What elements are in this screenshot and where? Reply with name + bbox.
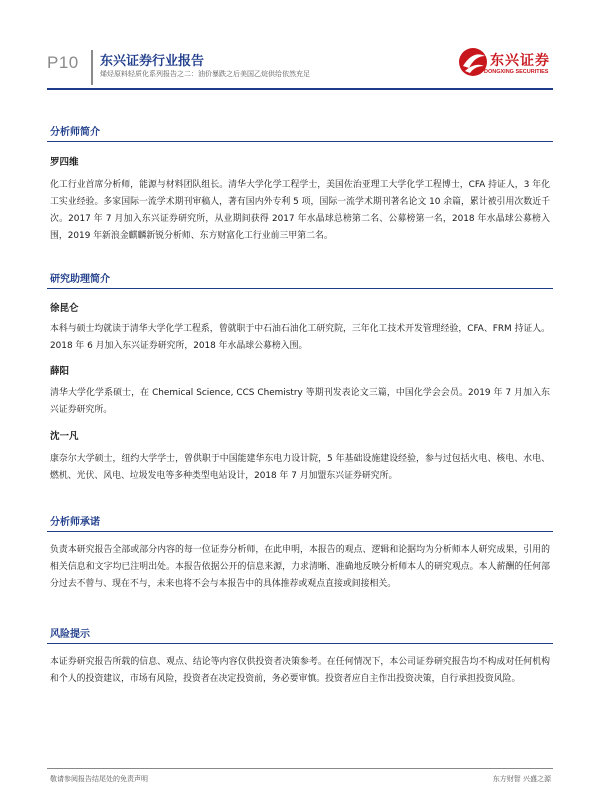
footer-rule xyxy=(47,768,553,769)
analyst-section xyxy=(47,124,553,245)
assistant-bio: 本科与硕士均就读于清华大学化学工程系，曾就职于中石油石油化工研究院，三年化工技术开发管理经验，CFA、FRM 持证人。2018 年 6 月加入东兴证券研究所，2018 年水晶球公募榜入围。 xyxy=(50,324,550,351)
assistant-bio: 清华大学化学系硕士，在 Chemical Science, CCS Chemistry 等期刊发表论文三篇，中国化学会会员。2019 年 7 月加入东兴证券研究所。 xyxy=(50,388,550,415)
footer-slogan: 东方财智 兴盛之源 xyxy=(492,775,551,783)
report-brand-title: 东兴证券行业报告 xyxy=(100,54,205,69)
footer-disclaimer-note: 敬请参阅报告结尾处的免责声明 xyxy=(50,775,148,783)
logo-name: 东兴证券 xyxy=(490,53,550,69)
risk-text: 本证券研究报告所载的信息、观点、结论等内容仅供投资者决策参考。在任何情况下，本公司证券研究报告均不构成对任何机构和个人的投资建议，市场有风险，投资者在决定投资前，务必要审慎。投资者应自主作出投资决策，自行承担投资风险。 xyxy=(50,657,550,684)
logo-english-name: DONGXING SECURITIES xyxy=(484,69,549,75)
header-divider xyxy=(91,50,93,85)
analyst-bio: 化工行业首席分析师，能源与材料团队组长。清华大学化学工程学士，美国佐治亚理工大学化学工程博士，CFA 持证人，3 年化工实业经验。多家国际一流学术期刊审稿人，著有国内外专利 5 项，国际一流学术期刊著名论文 10 余篇，累计被引用次数近千次。2017 年 7 月加入东兴证券研究所，从业期间获得 2017 年水晶球总榜第二名、公募榜第一名，2018 年水晶球公募榜入围，2019 年新浪金麒麟新锐分析师、东方财富化工行业前三甲第二名。 xyxy=(50,180,550,241)
commitment-text: 负责本研究报告全部或部分内容的每一位证券分析师，在此申明，本报告的观点、逻辑和论据均为分析师本人研究成果，引用的相关信息和文字均已注明出处。本报告依据公开的信息来源，力求清晰、准确地反映分析师本人的研究观点。本人薪酬的任何部分过去不曾与、现在不与，未来也将不会与本报告中的具体推荐或观点直接或间接相关。 xyxy=(50,545,550,589)
section-heading: 分析师简介 xyxy=(50,127,100,138)
assistant-bio: 康奈尔大学硕士，纽约大学学士，曾供职于中国能建华东电力设计院，5 年基础设施建设经验，参与过包括火电、核电、水电、燃机、光伏、风电、垃圾发电等多种类型电站设计，2018 年 7 月加盟东兴证券研究所。 xyxy=(50,454,550,481)
report-subtitle: 烯烃原料轻质化系列报告之二：油价暴跌之后美国乙烷供给依然充足 xyxy=(100,70,310,78)
section-rule xyxy=(47,141,553,142)
page-number: P10 xyxy=(47,53,79,72)
header-rule xyxy=(47,88,553,90)
analyst-name: 罗四维 xyxy=(50,157,79,168)
section-heading: 风险提示 xyxy=(50,629,90,640)
risk-section xyxy=(47,626,553,688)
section-rule xyxy=(47,531,553,532)
section-heading: 研究助理简介 xyxy=(50,274,110,285)
assistant-name: 薛阳 xyxy=(50,366,70,377)
commitment-section xyxy=(47,514,553,593)
section-rule xyxy=(47,643,553,644)
assistants-section xyxy=(47,271,553,485)
section-rule xyxy=(47,288,553,289)
assistant-name: 沈一凡 xyxy=(50,431,79,442)
section-heading: 分析师承诺 xyxy=(50,517,100,528)
assistant-name: 徐昆仑 xyxy=(50,303,79,314)
